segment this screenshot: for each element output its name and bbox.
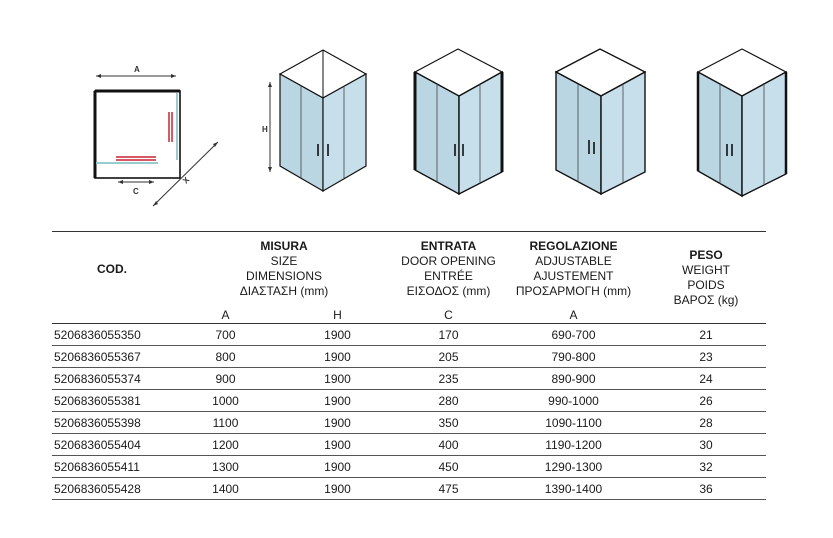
adjust-cell: 1290-1300 — [501, 456, 646, 478]
entry-c-cell: 205 — [396, 346, 501, 368]
code-cell: 5206836055374 — [52, 368, 172, 390]
adjust-cell: 1390-1400 — [501, 478, 646, 500]
entry-c-cell: 235 — [396, 368, 501, 390]
adjust-cell: 690-700 — [501, 324, 646, 346]
size-a-cell: 900 — [172, 368, 279, 390]
table-row — [52, 324, 766, 346]
header-size: MISURA SIZE DIMENSIONS ΔΙΑΣΤΑΣΗ (mm) — [239, 239, 329, 299]
subheader-c: C — [396, 307, 501, 324]
adjust-cell: 890-900 — [501, 368, 646, 390]
weight-cell: 36 — [646, 478, 766, 500]
size-a-cell: 700 — [172, 324, 279, 346]
code-cell: 5206836055411 — [52, 456, 172, 478]
weight-cell: 23 — [646, 346, 766, 368]
weight-cell: 24 — [646, 368, 766, 390]
table-row — [52, 368, 766, 390]
header-code: COD. — [97, 261, 127, 276]
weight-cell: 30 — [646, 434, 766, 456]
perspective-view-4 — [693, 44, 793, 204]
header-weight: PESO WEIGHT POIDS ΒΑΡΟΣ (kg) — [646, 232, 766, 324]
table-row — [52, 434, 766, 456]
adjust-cell: 990-1000 — [501, 390, 646, 412]
plan-view-diagram — [78, 62, 238, 212]
left-glass — [556, 72, 601, 194]
dimension-x-line — [153, 142, 218, 206]
size-a-cell: 1100 — [172, 412, 279, 434]
right-glass — [459, 72, 502, 194]
product-diagrams — [0, 0, 833, 225]
entry-c-cell: 170 — [396, 324, 501, 346]
adjust-cell: 790-800 — [501, 346, 646, 368]
weight-cell: 28 — [646, 412, 766, 434]
size-a-cell: 1200 — [172, 434, 279, 456]
size-h-cell: 1900 — [279, 346, 396, 368]
table-row — [52, 478, 766, 500]
adjust-cell: 1190-1200 — [501, 434, 646, 456]
weight-cell: 32 — [646, 456, 766, 478]
perspective-view-3 — [553, 44, 653, 199]
label-h: H — [262, 125, 268, 134]
table-body — [52, 324, 766, 500]
front-left-glass — [280, 74, 323, 191]
weight-cell: 21 — [646, 324, 766, 346]
size-a-cell: 1000 — [172, 390, 279, 412]
label-x: X — [181, 175, 192, 186]
size-h-cell: 1900 — [279, 434, 396, 456]
table-header — [52, 232, 766, 307]
size-h-cell: 1900 — [279, 324, 396, 346]
entry-c-cell: 350 — [396, 412, 501, 434]
spec-table — [52, 231, 766, 500]
entry-c-cell: 280 — [396, 390, 501, 412]
size-h-cell: 1900 — [279, 390, 396, 412]
code-cell: 5206836055404 — [52, 434, 172, 456]
entry-c-cell: 400 — [396, 434, 501, 456]
size-h-cell: 1900 — [279, 456, 396, 478]
tray-outline — [95, 91, 180, 178]
subheader-h: H — [279, 307, 396, 324]
entry-c-cell: 450 — [396, 456, 501, 478]
header-entry: ENTRATA DOOR OPENING ENTRÉE ΕΙΣΟΔΟΣ (mm) — [401, 239, 496, 299]
size-a-cell: 1400 — [172, 478, 279, 500]
code-cell: 5206836055381 — [52, 390, 172, 412]
perspective-view-2 — [410, 44, 510, 199]
label-c: C — [133, 187, 139, 196]
table-row — [52, 456, 766, 478]
front-right-glass — [323, 74, 366, 191]
table-row — [52, 390, 766, 412]
adjust-cell: 1090-1100 — [501, 412, 646, 434]
size-h-cell: 1900 — [279, 368, 396, 390]
entry-c-cell: 475 — [396, 478, 501, 500]
size-h-cell: 1900 — [279, 412, 396, 434]
weight-cell: 26 — [646, 390, 766, 412]
header-adjust: REGOLAZIONE ADJUSTABLE AJUSTEMENT ΠΡΟΣΑΡΜΟΓΗ (mm) — [515, 239, 632, 299]
table-row — [52, 412, 766, 434]
size-h-cell: 1900 — [279, 478, 396, 500]
code-cell: 5206836055350 — [52, 324, 172, 346]
table-row — [52, 346, 766, 368]
perspective-view-1 — [258, 44, 378, 194]
size-a-cell: 1300 — [172, 456, 279, 478]
code-cell: 5206836055428 — [52, 478, 172, 500]
subheader-adj-a: A — [501, 307, 646, 324]
label-a: A — [134, 65, 140, 74]
code-cell: 5206836055398 — [52, 412, 172, 434]
size-a-cell: 800 — [172, 346, 279, 368]
code-cell: 5206836055367 — [52, 346, 172, 368]
subheader-a: A — [172, 307, 279, 324]
